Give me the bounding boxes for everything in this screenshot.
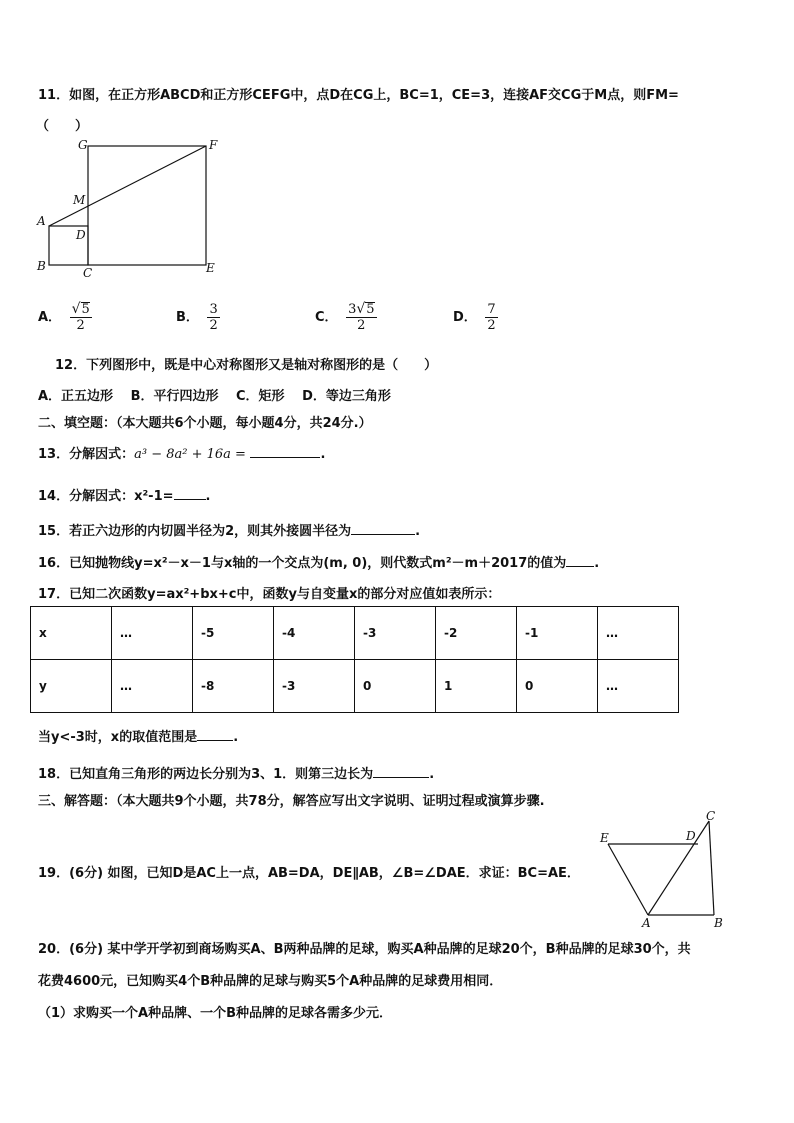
q14-answer-blank[interactable] xyxy=(174,487,206,500)
square-cefg xyxy=(88,146,206,265)
label-d: D xyxy=(76,228,86,242)
fraction-a: √ 5 2 xyxy=(71,301,90,333)
q15: 15．若正六边形的内切圆半径为2，则其外接圆半径为 . xyxy=(38,524,421,539)
table-cell: y xyxy=(31,660,112,713)
q17-value-table xyxy=(30,606,679,713)
label-a: A xyxy=(642,916,651,930)
q11-figure xyxy=(30,135,230,280)
fraction-c: 3 √ 5 2 xyxy=(348,301,375,333)
label-g: G xyxy=(78,138,88,152)
q20-line1: 20．(6分) 某中学开学初到商场购买A、B两种品牌的足球，购买A种品牌的足球20个，B种品牌的足球30个，共 xyxy=(38,942,691,957)
table-cell: -3 xyxy=(355,607,436,660)
label-c: C xyxy=(706,809,716,823)
label-e: E xyxy=(600,831,609,845)
table-cell: -3 xyxy=(274,660,355,713)
table-row-x xyxy=(31,607,679,660)
q14: 14．分解因式：x²-1= . xyxy=(38,489,211,504)
label-c: C xyxy=(83,266,93,280)
segment-af xyxy=(49,146,206,226)
q18-answer-blank[interactable] xyxy=(373,765,429,778)
label-b: B xyxy=(37,259,46,273)
table-cell: -2 xyxy=(436,607,517,660)
q17-answer-blank[interactable] xyxy=(197,728,233,741)
q11-option-b: B． $\frac{3}{2}$ xyxy=(176,302,218,333)
q16-answer-blank[interactable] xyxy=(566,554,594,567)
label-e: E xyxy=(206,261,215,275)
table-cell: 1 xyxy=(436,660,517,713)
q17-follow: 当y<-3时，x的取值范围是 . xyxy=(38,730,239,745)
label-b: B xyxy=(714,916,723,930)
table-cell: 0 xyxy=(517,660,598,713)
label-m: M xyxy=(73,193,86,207)
table-cell: … xyxy=(598,607,679,660)
q11-option-d: D． $\frac{7}{2}$ xyxy=(453,302,496,333)
label-d: D xyxy=(686,829,696,843)
q11-option-a: A． √ 5 2 xyxy=(38,301,90,333)
q19-stem: 19．(6分) 如图，已知D是AC上一点，AB=DA，DE∥AB，∠B=∠DAE．求证：BC=AE． xyxy=(38,866,580,881)
table-cell: -1 xyxy=(517,607,598,660)
q11-option-c: C． 3 √ 5 2 xyxy=(315,301,375,333)
q19-figure xyxy=(596,806,730,930)
q12-options: A．正五边形 B．平行四边形 C．矩形 D．等边三角形 xyxy=(38,389,391,404)
section-3-heading: 三、解答题：（本大题共9个小题，共78分，解答应写出文字说明、证明过程或演算步骤. xyxy=(38,794,545,809)
q13: 13．分解因式：a³ − 8a² + 16a = . xyxy=(38,447,326,462)
table-cell: … xyxy=(598,660,679,713)
table-cell: -8 xyxy=(193,660,274,713)
q18: 18．已知直角三角形的两边长分别为3、1．则第三边长为 . xyxy=(38,767,435,782)
fraction-d: $\frac{7}{2}$ xyxy=(487,302,496,333)
q15-answer-blank[interactable] xyxy=(351,522,415,535)
table-cell: 0 xyxy=(355,660,436,713)
table-row-y xyxy=(31,660,679,713)
segment-bc xyxy=(709,821,714,915)
q20-line2: 花费4600元，已知购买4个B种品牌的足球与购买5个A种品牌的足球费用相同． xyxy=(38,974,503,989)
q11-answer-paren: （ ） xyxy=(36,119,89,134)
table-cell: … xyxy=(112,660,193,713)
q20-sub1: （1）求购买一个A种品牌、一个B种品牌的足球各需多少元． xyxy=(38,1006,393,1021)
table-cell: x xyxy=(31,607,112,660)
segment-ea xyxy=(608,844,648,915)
table-cell: -4 xyxy=(274,607,355,660)
q17-stem: 17．已知二次函数y=ax²+bx+c中，函数y与自变量x的部分对应值如表所示： xyxy=(38,587,501,602)
q11-stem: 11．如图，在正方形ABCD和正方形CEFG中，点D在CG上，BC=1，CE=3，连接AF交CG于M点，则FM= xyxy=(38,88,679,103)
q16: 16．已知抛物线y=x²－x－1与x轴的一个交点为(m, 0)，则代数式m²－m＋2017的值为 . xyxy=(38,556,600,571)
label-a: A xyxy=(37,214,46,228)
table-cell: -5 xyxy=(193,607,274,660)
table-cell: … xyxy=(112,607,193,660)
label-f: F xyxy=(209,138,218,152)
section-2-heading: 二、填空题：（本大题共6个小题，每小题4分，共24分.） xyxy=(38,416,372,431)
q13-expression: a³ − 8a² + 16a = xyxy=(134,447,246,462)
q13-answer-blank[interactable] xyxy=(250,445,320,458)
segment-ac xyxy=(648,821,709,915)
q12-stem: 12．下列图形中，既是中心对称图形又是轴对称图形的是（ ） xyxy=(55,358,438,373)
fraction-b: $\frac{3}{2}$ xyxy=(209,302,218,333)
